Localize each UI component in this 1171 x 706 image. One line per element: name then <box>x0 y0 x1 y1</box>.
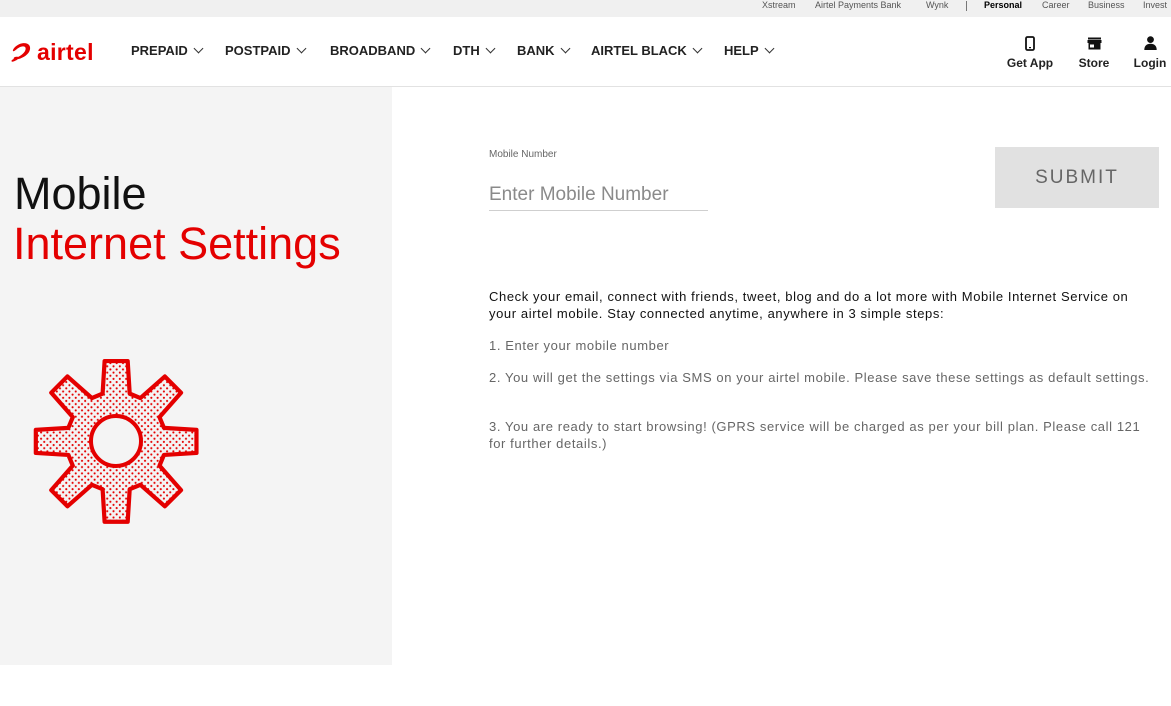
topbar-link-xstream[interactable]: Xstream <box>762 0 796 10</box>
nav-item-airtel-black[interactable] <box>591 43 701 59</box>
topbar-segment-business[interactable]: Business <box>1088 0 1125 10</box>
chevron-down-icon <box>560 44 570 54</box>
page-title-line2: Internet Settings <box>13 218 341 269</box>
store-icon <box>1087 37 1102 50</box>
page-title-line1: Mobile <box>14 168 147 219</box>
nav-item-broadband[interactable] <box>330 43 429 59</box>
get-app-button[interactable] <box>1004 34 1056 70</box>
description-intro: Check your email, connect with friends, tweet, blog and do a lot more with Mobile Internet Service on your airtel mobile. Stay connected anytime, anywhere in 3 simple steps: <box>489 289 1129 321</box>
nav-item-postpaid[interactable] <box>225 43 305 59</box>
topbar-divider <box>966 1 967 11</box>
nav-item-help[interactable] <box>724 43 773 59</box>
airtel-logo[interactable] <box>9 39 94 65</box>
chevron-down-icon <box>692 44 702 54</box>
airtel-wordmark: airtel <box>37 39 94 65</box>
airtel-swirl-icon <box>9 40 33 64</box>
nav-label: POSTPAID <box>225 43 291 58</box>
nav-item-dth[interactable] <box>453 43 494 59</box>
submit-button[interactable]: SUBMIT <box>995 147 1159 208</box>
top-utility-bar <box>0 0 1171 17</box>
chevron-down-icon <box>764 44 774 54</box>
topbar-segment-personal[interactable]: Personal <box>984 0 1023 10</box>
gear-icon <box>8 339 218 549</box>
topbar-link-payments-bank[interactable]: Airtel Payments Bank <box>815 0 902 10</box>
login-label: Login <box>1133 56 1167 70</box>
nav-label: BANK <box>517 43 555 58</box>
nav-item-prepaid[interactable] <box>131 43 202 59</box>
store-label: Store <box>1078 56 1110 70</box>
user-icon <box>1144 36 1157 50</box>
mobile-number-label: Mobile Number <box>489 149 557 160</box>
chevron-down-icon <box>485 44 495 54</box>
nav-label: DTH <box>453 43 480 58</box>
topbar-segment-invest[interactable]: Invest <box>1143 0 1168 10</box>
hero-panel <box>0 87 392 665</box>
store-button[interactable] <box>1072 34 1116 70</box>
mobile-number-input[interactable] <box>489 180 708 211</box>
topbar-link-wynk[interactable]: Wynk <box>926 0 949 10</box>
nav-label: AIRTEL BLACK <box>591 43 687 58</box>
chevron-down-icon <box>421 44 431 54</box>
nav-item-bank[interactable] <box>517 43 569 59</box>
step-2-text: 2. You will get the settings via SMS on your airtel mobile. Please save these settings as default settings. <box>489 370 1150 385</box>
main-header <box>0 17 1171 87</box>
nav-label: PREPAID <box>131 43 188 58</box>
nav-label: HELP <box>724 43 759 58</box>
chevron-down-icon <box>296 44 306 54</box>
login-button[interactable] <box>1130 34 1170 70</box>
chevron-down-icon <box>193 44 203 54</box>
topbar-segment-career[interactable]: Career <box>1042 0 1070 10</box>
nav-label: BROADBAND <box>330 43 416 58</box>
mobile-phone-icon <box>1025 36 1035 51</box>
get-app-label: Get App <box>1006 56 1054 70</box>
step-3-text: 3. You are ready to start browsing! (GPRS service will be charged as per your bill plan. Please call 121 for further details.) <box>489 419 1141 451</box>
step-1-text: 1. Enter your mobile number <box>489 338 670 353</box>
